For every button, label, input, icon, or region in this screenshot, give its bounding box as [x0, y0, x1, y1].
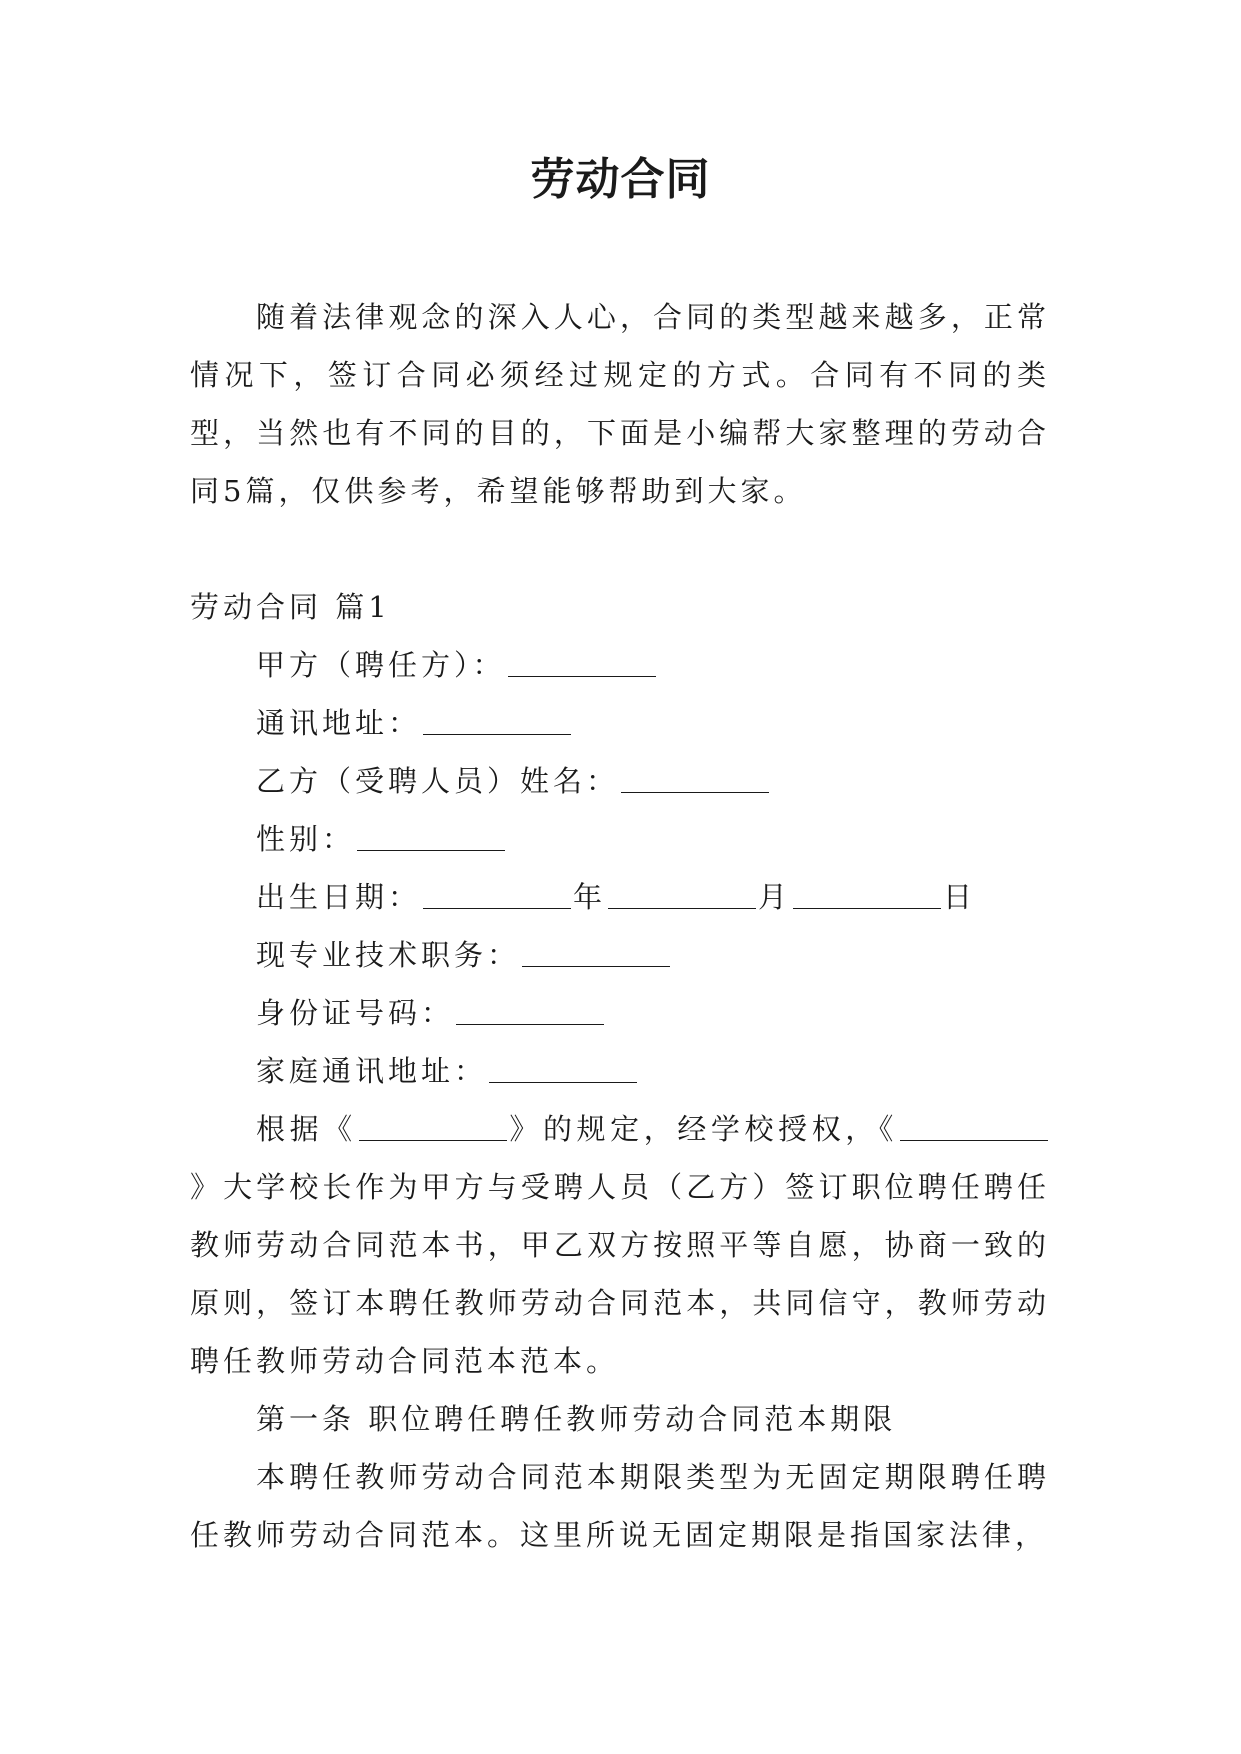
- month-label: 月: [758, 880, 792, 914]
- field-birth-date: [190, 868, 1050, 926]
- field-label: 出生日期：: [256, 880, 422, 914]
- document-body: [190, 288, 1050, 1564]
- document-title: 劳动合同: [530, 154, 711, 205]
- day-label: 日: [943, 880, 977, 914]
- field-label: 现专业技术职务：: [256, 938, 521, 972]
- blank-line: [423, 705, 571, 735]
- blank-line: [621, 763, 769, 793]
- basis-text-1: 根据《: [256, 1112, 357, 1146]
- field-id-number: [190, 984, 1050, 1042]
- article-1-text: 本聘任教师劳动合同范本期限类型为无固定期限聘任聘任教师劳动合同范本。这里所说无固定期限是指国家法律，: [190, 1460, 1050, 1552]
- article-1-heading: 第一条 职位聘任聘任教师劳动合同范本期限: [256, 1402, 897, 1436]
- blank-line: [489, 1053, 637, 1083]
- blank-line: [357, 821, 505, 851]
- blank-line: [456, 995, 604, 1025]
- section-heading: 劳动合同 篇1: [190, 590, 391, 624]
- field-label: 性别：: [256, 822, 356, 856]
- blank-line: [793, 879, 941, 909]
- blank-line: [522, 937, 670, 967]
- basis-paragraph: [190, 1100, 1050, 1390]
- blank-line: [359, 1111, 507, 1141]
- year-label: 年: [573, 880, 607, 914]
- blank-line: [900, 1111, 1048, 1141]
- field-party-b-name: [190, 752, 1050, 810]
- intro-paragraph: 随着法律观念的深入人心，合同的类型越来越多，正常情况下，签订合同必须经过规定的方式。合同有不同的类型，当然也有不同的目的，下面是小编帮大家整理的劳动合同5篇，仅供参考，希望能够帮助到大家。: [190, 300, 1050, 508]
- field-current-title: [190, 926, 1050, 984]
- blank-line: [508, 647, 656, 677]
- field-label: 家庭通讯地址：: [256, 1054, 488, 1088]
- field-address: [190, 694, 1050, 752]
- field-label: 身份证号码：: [256, 996, 455, 1030]
- field-gender: [190, 810, 1050, 868]
- field-party-a: [190, 636, 1050, 694]
- blank-line: [608, 879, 756, 909]
- field-label: 乙方（受聘人员）姓名：: [256, 764, 620, 798]
- basis-text-3: 》大学校长作为甲方与受聘人员（乙方）签订职位聘任聘任教师劳动合同范本书，甲乙双方按照平等自愿，协商一致的原则，签订本聘任教师劳动合同范本，共同信守，教师劳动聘任教师劳动合同范本范本。: [190, 1170, 1050, 1378]
- field-label: 甲方（聘任方）：: [256, 648, 506, 682]
- blank-line: [423, 879, 571, 909]
- basis-text-2: 》的规定，经学校授权，《: [508, 1112, 898, 1146]
- field-home-address: [190, 1042, 1050, 1100]
- field-label: 通讯地址：: [256, 706, 422, 740]
